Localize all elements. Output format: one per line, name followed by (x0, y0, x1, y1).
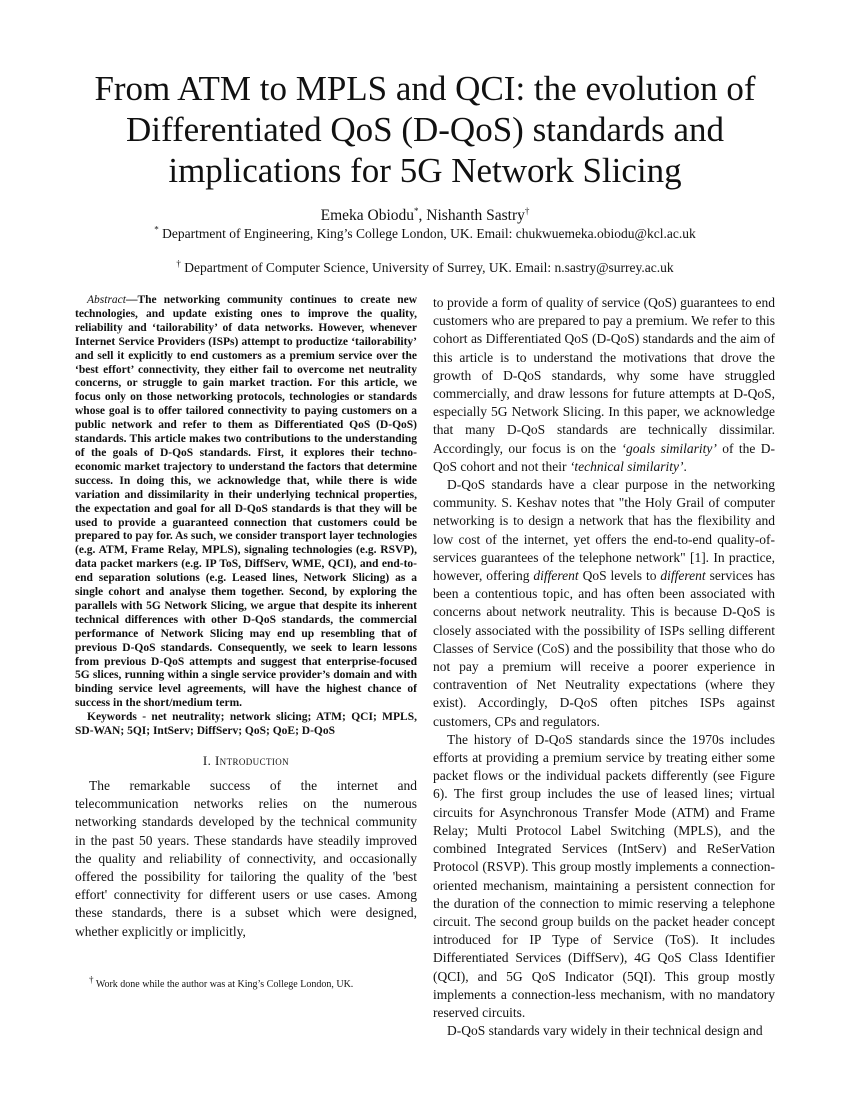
author-separator: , (418, 207, 427, 224)
emphasis: different (533, 568, 579, 584)
affiliation-text: Department of Engineering, King’s College London, UK. Email: chukwuemeka.obiodu@kcl.ac.uk (158, 226, 696, 241)
body-paragraph: The remarkable success of the internet and telecommunication networks relies on the numerous networking standards developed by the technical community in the past 50 years. These standards have steadily improved the quality and reliability of connectivity, and occasionally offered the possibility for tailoring the quality of the 'best effort' connectivity for different users or use cases. Among these standards, there is a subset which were designed, whether explicitly or implicitly, (75, 778, 417, 939)
author-mark: † (524, 205, 530, 216)
text-run: QoS levels to (578, 568, 661, 584)
abstract-text: —The networking community continues to create new technologies, and update existing ones to improve the quality, reliability and ‘tailorability’ of data networks. However, whenever Internet Service Providers (ISPs) attempt to productize ‘tailorability’ and sell it explicitly to end customers as a premium service over the ‘best effort’ connectivity, they either fail to overcome net neutrality concerns, or struggle to gain market traction. For this article, we focus only on those networking protocols, technologies or standards whose goal is to offer tailored connectivity to paying customers on a public network and refer to them as Differentiated QoS (D-QoS) standards. This article makes two contributions to the understanding of the goals of D-QoS standards. First, it explores their techno-economic market trajectory to understand the factors that determine success. In doing this, we acknowledge that, while there is wide variation and dissimilarity in their underlying technical properties, the expectation and goal for all D-QoS standards is that they will be used to provide a guaranteed connection that customers could be prepared to pay for. As such, we consider transport layer technologies (e.g. ATM, Frame Relay, MPLS), signaling technologies (e.g. RSVP), data packet markers (e.g. IP ToS, DiffServ, WME, QCI), and end-to-end separation solutions (e.g. Leased lines, Network Slicing) as a single cohort and analyse them together. Second, by exploring the parallels with 5G Network Slicing, we argue that despite its inherent technical differences with other D-QoS standards, the commercial performance of Network Slicing may end up resembling that of previous D-QoS standards. Consequently, we seek to learn lessons from previous D-QoS attempts and suggest that enterprise-focused 5G slices, running within a single service provider’s domain and with binding service level agreements, will have the highest chance of success in the short/medium term. (75, 294, 417, 710)
emphasis: different (660, 568, 706, 584)
emphasis: ‘goals similarity’ (621, 440, 717, 456)
footnote-mark: † (89, 974, 94, 985)
text-run: services has been a contentious topic, and has often been associated with concerns about network neutrality. This is because D-QoS is closely associated with the possibility of ISPs selling different Classes of Service (CoS) and the possibility that those who do not pay a premium will receive a poorer experience in contravention of Net Neutrality expectations (where they exist). Accordingly, D-QoS often pitches ISPs against customers, CPs and regulators. (433, 568, 775, 729)
abstract-label: Abstract (87, 294, 126, 306)
text-run: . (683, 458, 687, 474)
right-column (433, 294, 775, 1040)
affiliation-text: Department of Computer Science, University of Surrey, UK. Email: n.sastry@surrey.ac.uk (180, 260, 674, 275)
body-paragraph: The history of D-QoS standards since the 1970s includes efforts at providing a premium service by treating either some packet flows or the individual packets differently (see Figure 6). The first group includes the use of leased lines; virtual circuits for Asynchronous Transfer Mode (ATM) and Frame Relay; Multi Protocol Label Switching (MPLS), and the combined Integrated Services (IntServ) and ReSerVation Protocol (RSVP). This group mostly implements a connection-oriented mechanism, maintaining a persistent connection for the duration of the connection to mimic reserving a telephone circuit. The second group builds on the packet header concept introduced for IP Type of Service (ToS). It includes Differentiated Services (DiffServ), 4G QoS Class Identifier (QCI), and 5G QoS Indicator (5QI). This group mostly implements a connection-less mechanism, with no mandatory reserved circuits. (433, 731, 775, 1020)
abstract (75, 294, 417, 711)
body-paragraph (433, 294, 775, 476)
emphasis: ‘technical similarity’ (569, 458, 684, 474)
author-name: Emeka Obiodu (320, 207, 415, 224)
author-line (60, 206, 790, 226)
section-heading: I. Introduction (202, 753, 290, 768)
author-mark: * (414, 205, 419, 216)
affiliation-mark: † (176, 258, 181, 269)
left-column (75, 294, 417, 941)
author-name: Nishanth Sastry (426, 207, 525, 224)
text-run: to provide a form of quality of service (QoS) guarantees to end customers who are prepared to pay a premium. We refer to this cohort as Differentiated QoS (D-QoS) standards and the aim of this article is to understand the motivations that drove the growth of D-QoS standards, why some have struggled commercially, and draw lessons for future attempts at D-QoS, especially 5G Network Slicing. In this paper, we acknowledge that many D-QoS standards are technically dissimilar. Accordingly, our focus is on the (433, 295, 775, 456)
text-run: of the D-QoS cohort and not their (433, 440, 776, 474)
footnote-text: Work done while the author was at King’s College London, UK. (93, 979, 354, 990)
body-paragraph: D-QoS standards vary widely in their technical design and (447, 1023, 763, 1039)
keywords: Keywords - net neutrality; network slicing; ATM; QCI; MPLS, SD-WAN; 5QI; IntServ; DiffServ; QoS; QoE; D-QoS (75, 711, 417, 738)
paper-title: From ATM to MPLS and QCI: the evolution of Differentiated QoS (D-QoS) standards and implications for 5G Network Slicing (94, 69, 756, 190)
affiliation (60, 259, 790, 277)
text-run: D-QoS standards have a clear purpose in the networking community. S. Keshav notes that "the Holy Grail of computer networking is to design a network that has the flexibility and low cost of the internet, yet offers the end-to-end quality-of-services guarantees of the telephone network" [1]. In practice, however, offering (433, 477, 775, 584)
affiliation-mark: * (154, 224, 159, 235)
affiliation (60, 225, 790, 243)
body-paragraph (433, 476, 775, 731)
footnote (75, 974, 417, 991)
